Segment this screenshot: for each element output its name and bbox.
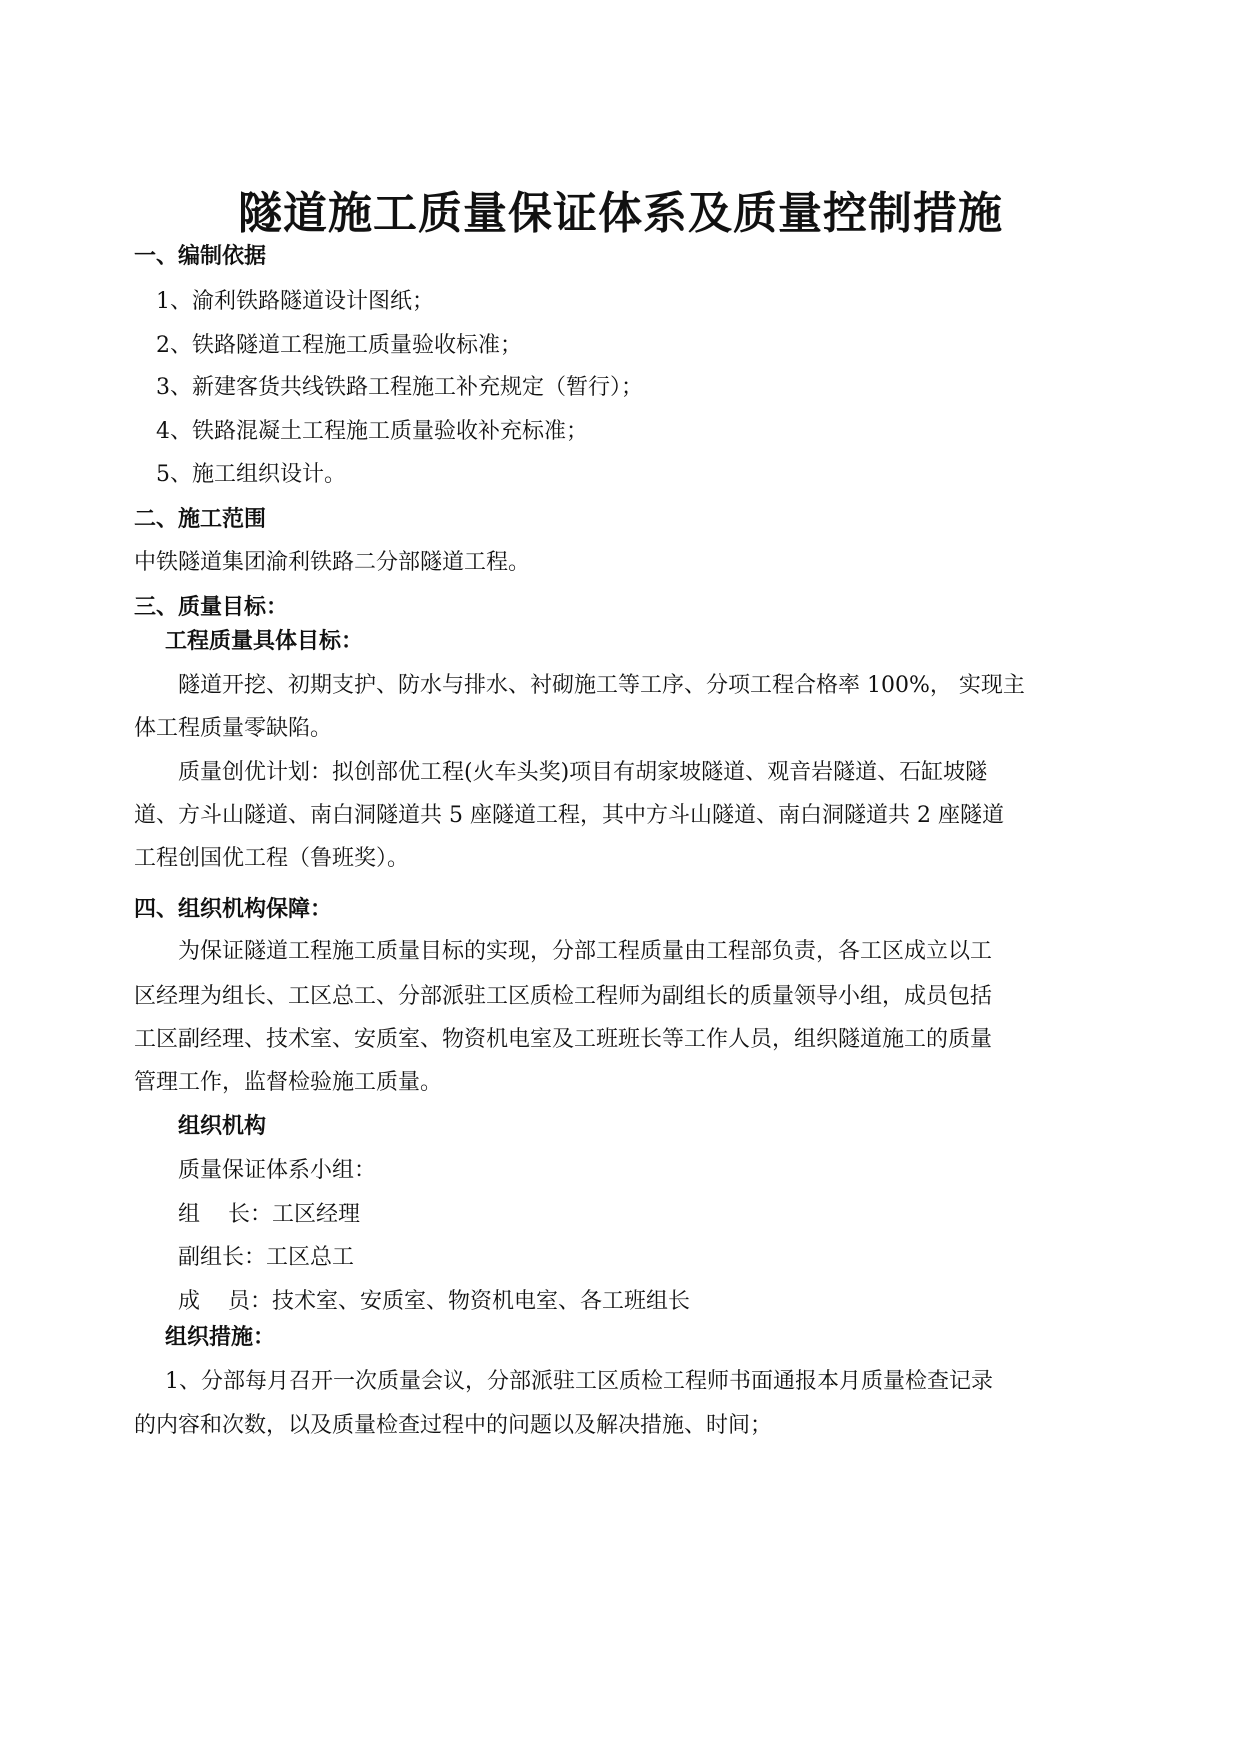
paragraph-line: 隧道开挖、初期支护、防水与排水、衬砌施工等工序、分项工程合格率 100%， 实现主 (178, 673, 1025, 698)
paragraph-line: 体工程质量零缺陷。 (134, 716, 333, 741)
paragraph-line: 的内容和次数，以及质量检查过程中的问题以及解决措施、时间； (134, 1413, 773, 1438)
document-title: 隧道施工质量保证体系及质量控制措施 (238, 188, 1003, 239)
subheading-quality-target: 工程质量具体目标： (165, 629, 364, 654)
leader-line: 组 长：工区经理 (178, 1202, 360, 1227)
list-item: 1、渝利铁路隧道设计图纸； (156, 289, 434, 314)
paragraph-line: 管理工作，监督检验施工质量。 (134, 1070, 443, 1095)
members-line: 成 员：技术室、安质室、物资机电室、各工班组长 (178, 1289, 690, 1314)
section-heading-scope: 二、施工范围 (134, 507, 267, 532)
group-label: 质量保证体系小组： (178, 1158, 377, 1183)
scope-text: 中铁隧道集团渝利铁路二分部隧道工程。 (134, 550, 531, 575)
paragraph-line: 为保证隧道工程施工质量目标的实现，分部工程质量由工程部负责，各工区成立以工 (178, 939, 993, 964)
paragraph-line: 工程创国优工程（鲁班奖）。 (134, 846, 410, 871)
measures-heading: 组织措施： (165, 1325, 276, 1350)
list-item: 5、施工组织设计。 (156, 462, 346, 487)
paragraph-line: 区经理为组长、工区总工、分部派驻工区质检工程师为副组长的质量领导小组，成员包括 (134, 984, 993, 1009)
list-item: 2、铁路隧道工程施工质量验收标准； (156, 333, 522, 358)
paragraph-line: 1、分部每月召开一次质量会议，分部派驻工区质检工程师书面通报本月质量检查记录 (165, 1369, 993, 1394)
section-heading-organization: 四、组织机构保障： (134, 897, 333, 922)
list-item: 3、新建客货共线铁路工程施工补充规定（暂行）； (156, 375, 643, 400)
paragraph-line: 质量创优计划：拟创部优工程(火车头奖)项目有胡家坡隧道、观音岩隧道、石缸坡隧 (178, 760, 988, 785)
section-heading-basis: 一、编制依据 (134, 244, 267, 269)
deputy-line: 副组长：工区总工 (178, 1245, 355, 1270)
section-heading-quality-goal: 三、质量目标： (134, 595, 289, 620)
org-heading: 组织机构 (178, 1114, 267, 1139)
paragraph-line: 工区副经理、技术室、安质室、物资机电室及工班班长等工作人员，组织隧道施工的质量 (134, 1027, 993, 1052)
paragraph-line: 道、方斗山隧道、南白洞隧道共 5 座隧道工程，其中方斗山隧道、南白洞隧道共 2 座隧道 (134, 803, 1004, 828)
list-item: 4、铁路混凝土工程施工质量验收补充标准； (156, 419, 588, 444)
